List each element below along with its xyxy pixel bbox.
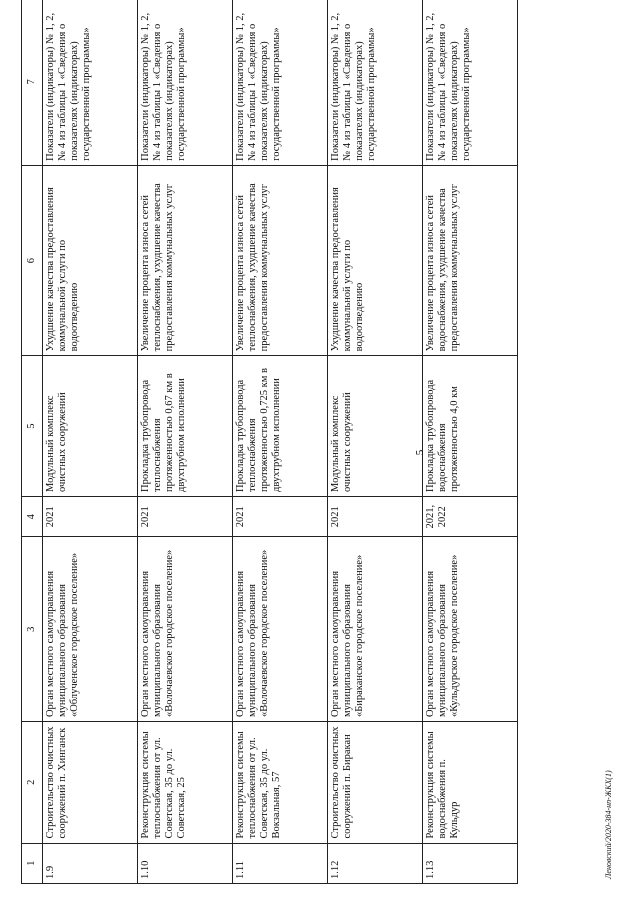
- row-number: 1.10: [138, 843, 233, 883]
- table-row: [43, 0, 138, 884]
- row-authority: Орган местного самоуправления муниципального образования «Облученское городское поселение»: [43, 537, 138, 722]
- row-risk: Увеличение процента износа сетей теплоснабжения, ухудшение качества предоставления коммунальных услуг: [138, 165, 233, 356]
- row-indicators: Показатели (индикаторы) № 1, 2, № 4 из таблицы 1 «Сведения о показателях (индикаторах) государственной программы»: [328, 0, 423, 165]
- row-authority: Орган местного самоуправления муниципального образования «Бираканское городское поселение»: [328, 537, 423, 722]
- row-authority: Орган местного самоуправления муниципального образования «Кульдурское городское поселение»: [423, 537, 518, 722]
- row-year: 2021: [43, 496, 138, 536]
- row-year: 2021: [233, 496, 328, 536]
- row-object: Реконструкция системы водоснабжения п. Кульдур: [423, 722, 518, 843]
- row-object: Реконструкция системы теплоснабжения от ул. Советская, 35 до ул. Вокзальная, 57: [233, 722, 328, 843]
- row-risk: Ухудшение качества предоставления коммунальной услуги по водоотведению: [43, 165, 138, 356]
- row-indicators: Показатели (индикаторы) № 1, 2, № 4 из таблицы 1 «Сведения о показателях (индикаторах) государственной программы»: [43, 0, 138, 165]
- row-authority: Орган местного самоуправления муниципального образования «Волочаевское городское поселение»: [138, 537, 233, 722]
- column-header: 2: [22, 722, 43, 843]
- table-row: [138, 0, 233, 884]
- row-risk: Увеличение процента износа сетей водоснабжения, ухудшение качества предоставления коммунальных услуг: [423, 165, 518, 356]
- row-authority: Орган местного самоуправления муниципального образования «Волочаевское городское поселение»: [233, 537, 328, 722]
- row-capacity: Модульный комплекс очистных сооружений: [328, 356, 423, 497]
- table-row: [423, 0, 518, 884]
- table-row: [328, 0, 423, 884]
- row-indicators: Показатели (индикаторы) № 1, 2, № 4 из таблицы 1 «Сведения о показателях (индикаторах) государственной программы»: [138, 0, 233, 165]
- row-indicators: Показатели (индикаторы) № 1, 2, № 4 из таблицы 1 «Сведения о показателях (индикаторах) государственной программы»: [423, 0, 518, 165]
- row-capacity: Модульный комплекс очистных сооружений: [43, 356, 138, 497]
- column-header: 3: [22, 537, 43, 722]
- row-number: 1.9: [43, 843, 138, 883]
- row-indicators: Показатели (индикаторы) № 1, 2, № 4 из таблицы 1 «Сведения о показателях (индикаторах) государственной программы»: [233, 0, 328, 165]
- program-table: [21, 0, 518, 884]
- row-year: 2021: [328, 496, 423, 536]
- row-number: 1.12: [328, 843, 423, 883]
- row-object: Строительство очистных сооружений п. Биракан: [328, 722, 423, 843]
- row-capacity: Прокладка трубопровода водоснабжения протяженностью 4,0 км: [423, 356, 518, 497]
- table-header-row: [22, 0, 43, 884]
- column-header: 4: [22, 496, 43, 536]
- table-row: [233, 0, 328, 884]
- row-year: 2021, 2022: [423, 496, 518, 536]
- column-header: 5: [22, 356, 43, 497]
- row-object: Строительство очистных сооружений п. Хинганск: [43, 722, 138, 843]
- row-year: 2021: [138, 496, 233, 536]
- row-risk: Увеличение процента износа сетей теплоснабжения, ухудшение качества предоставления коммунальных услуг: [233, 165, 328, 356]
- column-header: 7: [22, 0, 43, 165]
- row-number: 1.11: [233, 843, 328, 883]
- page-number: 5: [414, 449, 426, 456]
- column-header: 6: [22, 165, 43, 356]
- document-footer: Леновский/2020-384-нп-ЖКХ(1): [604, 770, 613, 879]
- row-capacity: Прокладка трубопровода теплоснабжения протяженностью 0,67 км в двухтрубном исполнении: [138, 356, 233, 497]
- column-header: 1: [22, 843, 43, 883]
- row-object: Реконструкция системы теплоснабжения от ул. Советская, 35 до ул. Советская, 25: [138, 722, 233, 843]
- row-risk: Ухудшение качества предоставления коммунальной услуги по водоотведению: [328, 165, 423, 356]
- row-capacity: Прокладка трубопровода теплоснабжения протяженностью 0,725 км в двухтрубном исполнении: [233, 356, 328, 497]
- row-number: 1.13: [423, 843, 518, 883]
